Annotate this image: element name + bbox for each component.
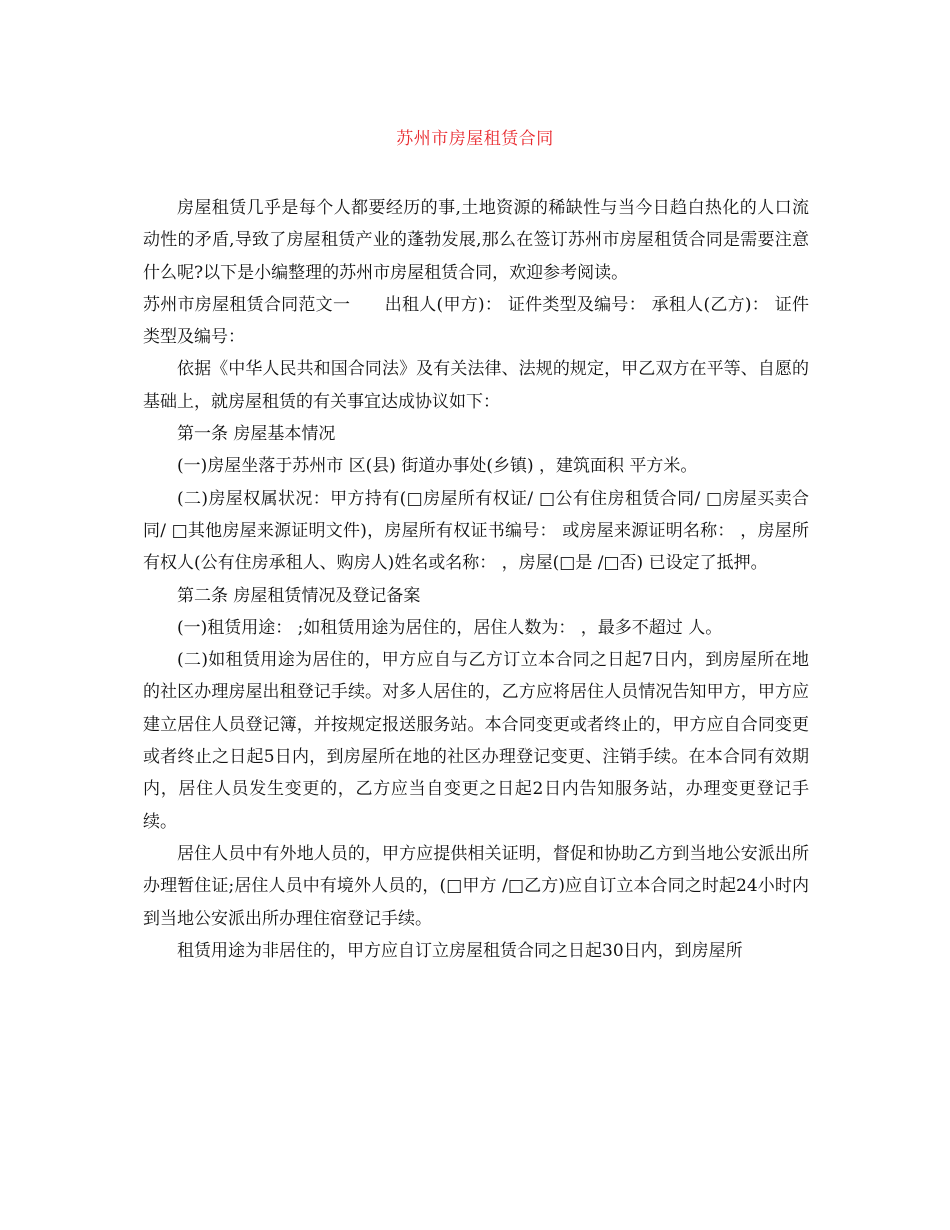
paragraph-parties: 苏州市房屋租赁合同范文一 出租人(甲方)： 证件类型及编号： 承租人(乙方)： 证件类型及编号： (143, 294, 809, 348)
article-2-heading: 第二条 房屋租赁情况及登记备案 (177, 585, 421, 606)
paragraph-residents: 居住人员中有外地人员的，甲方应提供相关证明，督促和协助乙方到当地公安派出所办理暂住证;居住人员中有境外人员的，(□甲方 /□乙方)应自订立本合同之时起24小时内到当地公安派出所办理住宿登记手续。 (143, 843, 809, 929)
paragraph-location: (一)房屋坐落于苏州市 区(县) 街道办事处(乡镇) ，建筑面积 平方米。 (177, 456, 698, 477)
document-body (143, 192, 809, 967)
document-title: 苏州市房屋租赁合同 (396, 129, 554, 149)
paragraph-ownership: (二)房屋权属状况：甲方持有(□房屋所有权证/ □公有住房租赁合同/ □房屋买卖合同/ □其他房屋来源证明文件)，房屋所有权证书编号： 或房屋来源证明名称： ，房屋所有权人(公有住房承租人、购房人)姓名或名称： ，房屋(□是 /□否) 已设定了抵押。 (143, 488, 809, 574)
paragraph-intro: 房屋租赁几乎是每个人都要经历的事,土地资源的稀缺性与当今日趋白热化的人口流动性的矛盾,导致了房屋租赁产业的蓬勃发展,那么在签订苏州市房屋租赁合同是需要注意什么呢?以下是小编整理的苏州市房屋租赁合同，欢迎参考阅读。 (143, 198, 809, 283)
paragraph-registration: (二)如租赁用途为居住的，甲方应自与乙方订立本合同之日起7日内，到房屋所在地的社区办理房屋出租登记手续。对多人居住的，乙方应将居住人员情况告知甲方，甲方应建立居住人员登记簿，并按规定报送服务站。本合同变更或者终止的，甲方应自合同变更或者终止之日起5日内，到房屋所在地的社区办理登记变更、注销手续。在本合同有效期内，居住人员发生变更的，乙方应当自变更之日起2日内告知服务站，办理变更登记手续。 (143, 650, 809, 832)
paragraph-non-residential: 租赁用途为非居住的，甲方应自订立房屋租赁合同之日起30日内，到房屋所 (177, 940, 743, 961)
paragraph-usage: (一)租赁用途： ;如租赁用途为居住的，居住人数为： ，最多不超过 人。 (177, 617, 723, 638)
article-1-heading: 第一条 房屋基本情况 (177, 424, 336, 445)
paragraph-legal-basis: 依据《中华人民共和国合同法》及有关法律、法规的规定，甲乙双方在平等、自愿的基础上，就房屋租赁的有关事宜达成协议如下： (143, 359, 809, 412)
